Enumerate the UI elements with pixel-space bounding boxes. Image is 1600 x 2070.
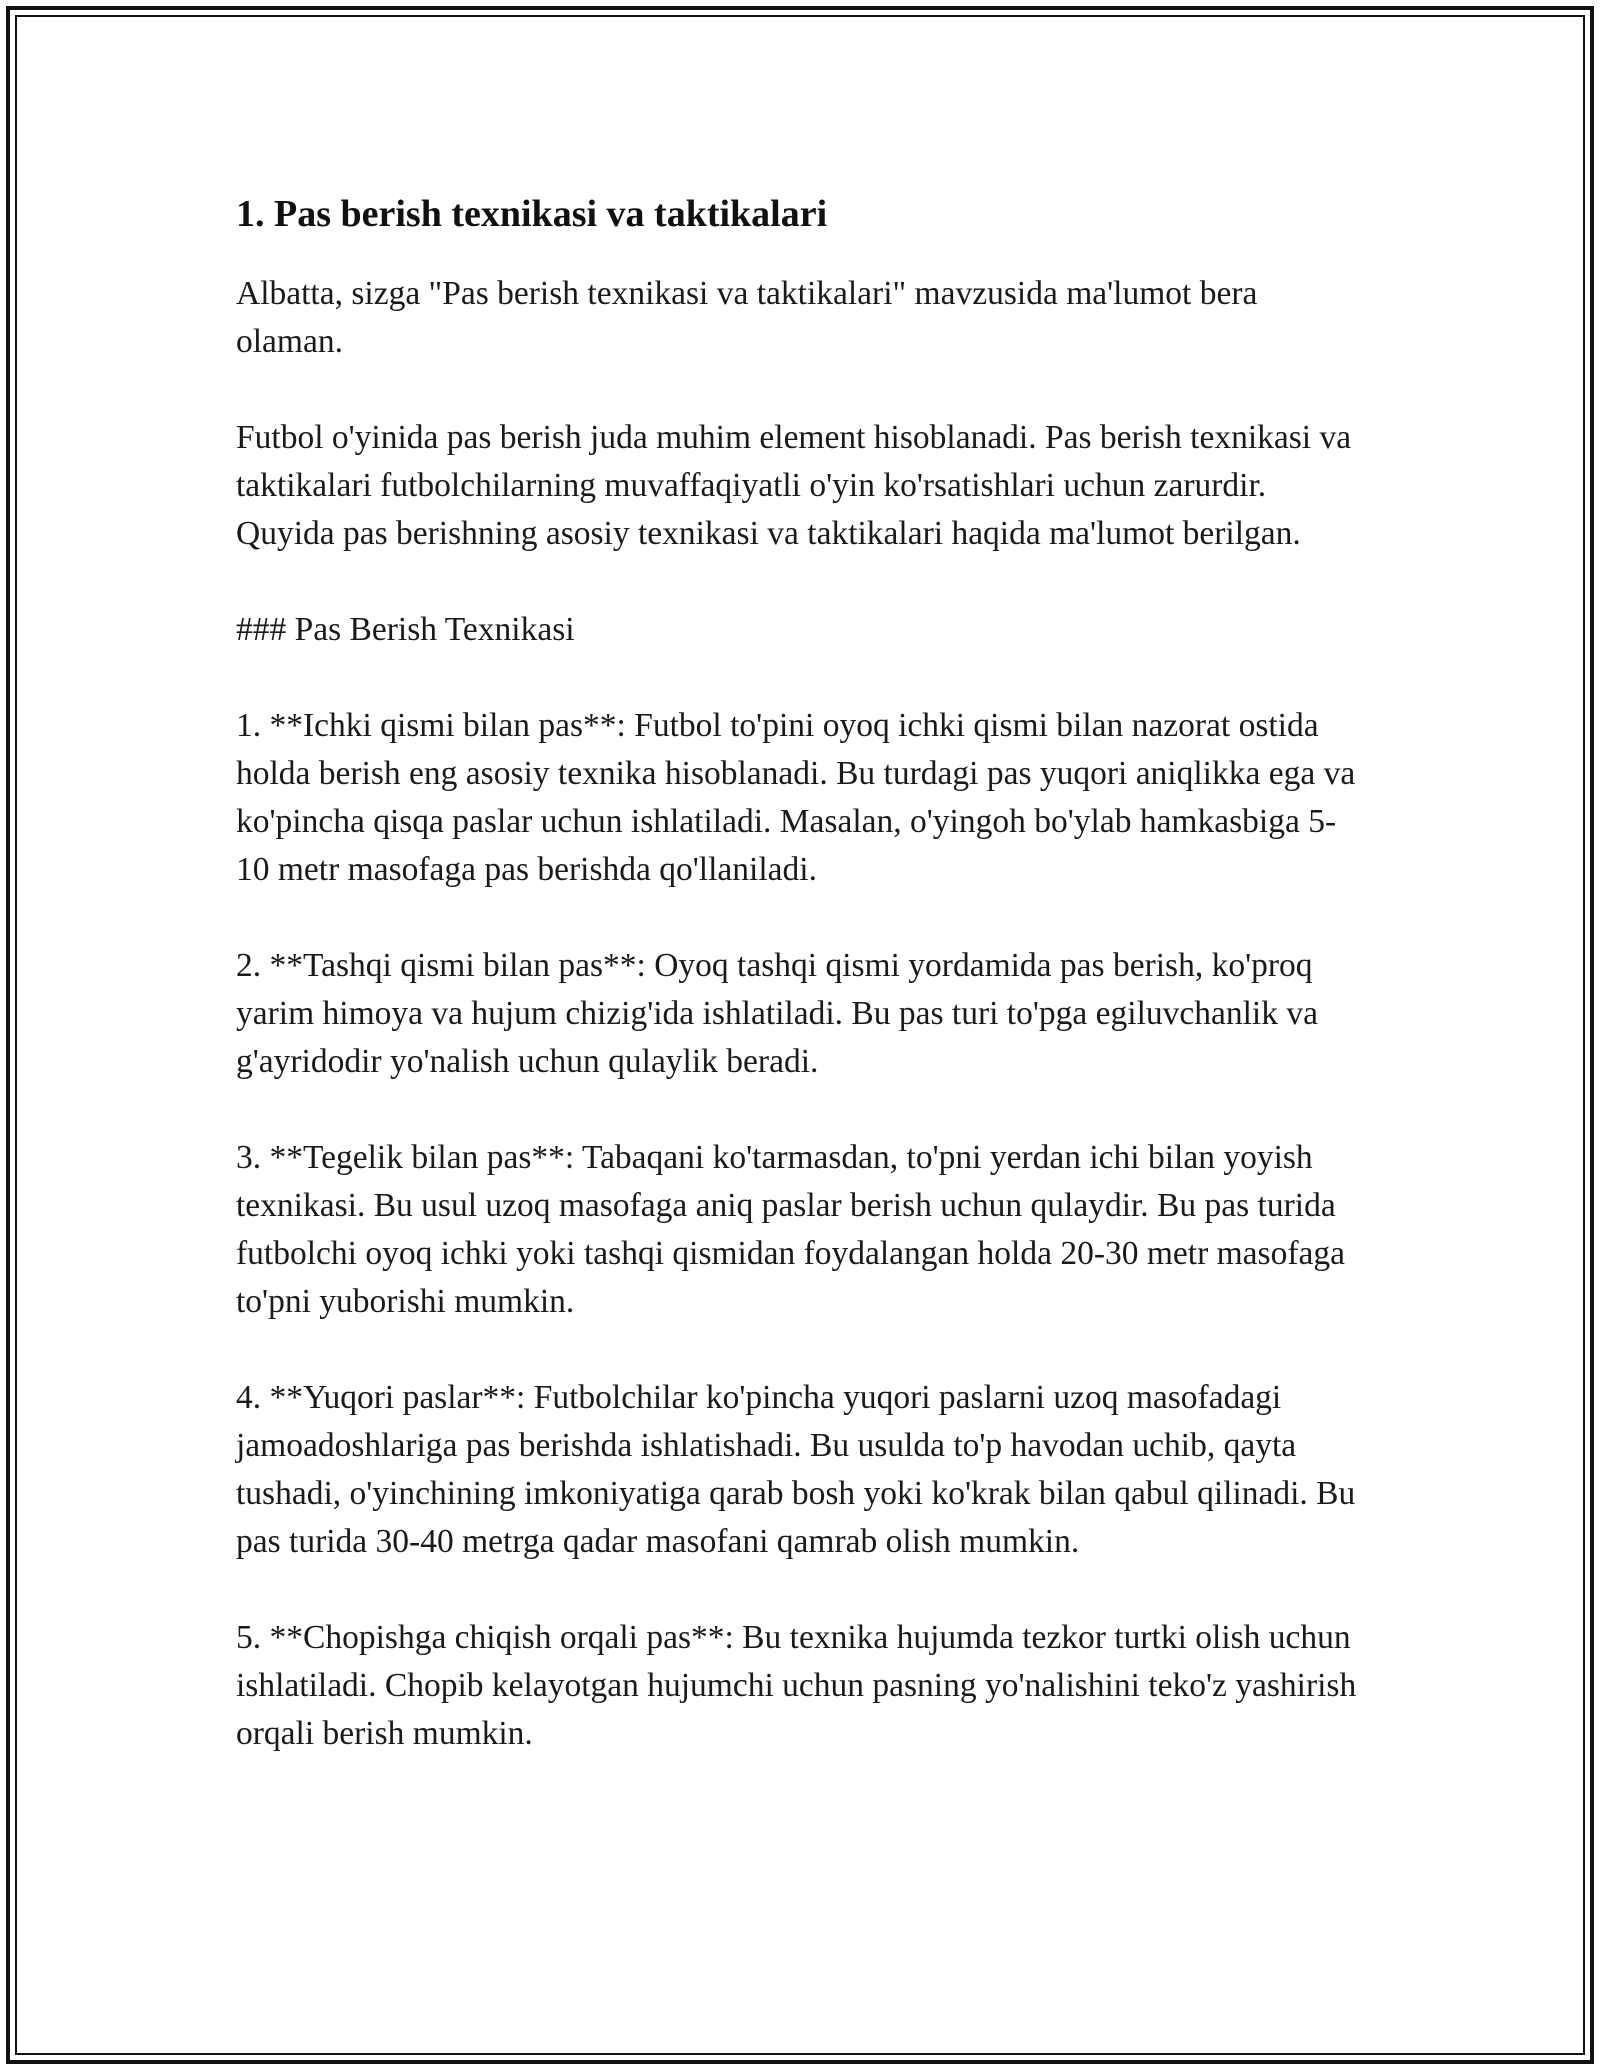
overview-paragraph: Futbol o'yinida pas berish juda muhim element hisoblanadi. Pas berish texnikasi va taktikalari futbolchilarning muvaffaqiyatli o'yin ko'rsatishlari uchun zarurdir. Quyida pas berishning asosiy texnikasi va taktikalari haqida ma'lumot berilgan.	[236, 419, 1352, 552]
section-heading: ### Pas Berish Texnikasi	[236, 611, 575, 648]
document-body	[236, 186, 1366, 1806]
list-item-high-pass: 4. **Yuqori paslar**: Futbolchilar ko'pincha yuqori paslarni uzoq masofadagi jamoadoshlariga pas berishda ishlatishadi. Bu usulda to'p havodan uchib, qayta tushadi, o'yinchining imkoniyatiga qarab bosh yoki ko'krak bilan qabul qilinadi. Bu pas turida 30-40 metrga qadar masofani qamrab olish mumkin.	[236, 1379, 1356, 1560]
list-item-through-pass: 5. **Chopishga chiqish orqali pas**: Bu texnika hujumda tezkor turtki olish uchun ishlatiladi. Chopib kelayotgan hujumchi uchun pasning yo'nalishini teko'z yashirish orqali berish mumkin.	[236, 1619, 1357, 1752]
document-title: 1. Pas berish texnikasi va taktikalari	[236, 193, 828, 235]
list-item-inner-pass: 1. **Ichki qismi bilan pas**: Futbol to'pini oyoq ichki qismi bilan nazorat ostida holda berish eng asosiy texnika hisoblanadi. Bu turdagi pas yuqori aniqlikka ega va ko'pincha qisqa paslar uchun ishlatiladi. Masalan, o'yingoh bo'ylab hamkasbiga 5-10 metr masofaga pas berishda qo'llaniladi.	[236, 707, 1356, 888]
list-item-ground-pass: 3. **Tegelik bilan pas**: Tabaqani ko'tarmasdan, to'pni yerdan ichi bilan yoyish texnikasi. Bu usul uzoq masofaga aniq paslar berish uchun qulaydir. Bu pas turida futbolchi oyoq ichki yoki tashqi qismidan foydalangan holda 20-30 metr masofaga to'pni yuborishi mumkin.	[236, 1139, 1345, 1320]
list-item-outer-pass: 2. **Tashqi qismi bilan pas**: Oyoq tashqi qismi yordamida pas berish, ko'proq yarim himoya va hujum chizig'ida ishlatiladi. Bu pas turi to'pga egiluvchanlik va g'ayridodir yo'nalish uchun qulaylik beradi.	[236, 947, 1318, 1080]
intro-paragraph: Albatta, sizga "Pas berish texnikasi va taktikalari" mavzusida ma'lumot bera olaman.	[236, 275, 1258, 360]
